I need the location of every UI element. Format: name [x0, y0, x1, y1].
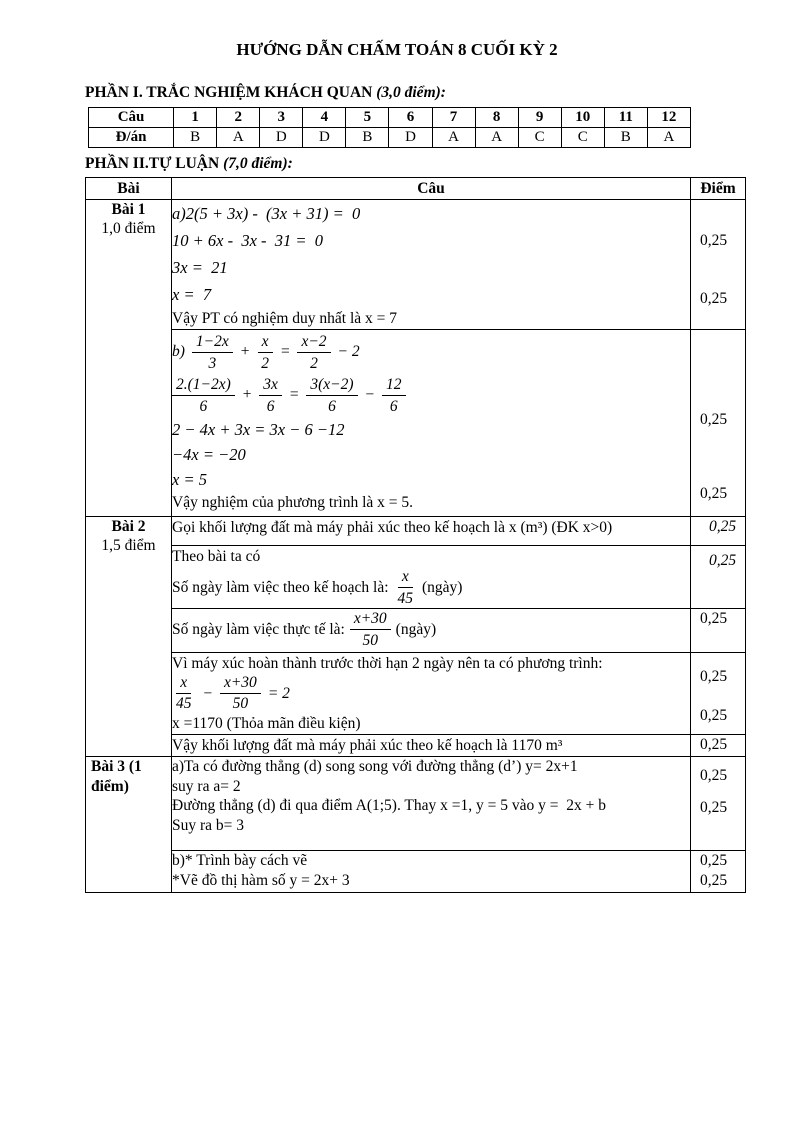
bai2-label: Bài 2: [111, 518, 146, 535]
bai2-setup-text: [172, 517, 691, 546]
equation-line: 2 − 4x + 3x = 3x − 6 −12: [172, 420, 345, 439]
answer-cell: A: [217, 128, 260, 148]
equation-line: x = 5: [172, 470, 207, 489]
answer-cell: A: [432, 128, 475, 148]
question-number: 1: [174, 108, 217, 128]
solution-line: Vì máy xúc hoàn thành trước thời hạn 2 ngày nên ta có phương trình:: [172, 655, 603, 672]
bai2-row4-points-cell: [691, 653, 746, 735]
point-value: 0,25: [700, 610, 728, 627]
essay-table-header-row: [86, 178, 746, 200]
bai2-row5: [86, 735, 746, 757]
conclusion-line: Vậy nghiệm của phương trình là x = 5.: [172, 494, 413, 511]
bai3-label: Bài 3 (1 điểm): [91, 758, 142, 795]
bai2-row1-points-cell: [691, 517, 746, 546]
bai1-part-b-points-cell: [691, 330, 746, 517]
solution-line: Suy ra b= 3: [172, 816, 245, 834]
answer-cell: D: [260, 128, 303, 148]
bai2-row3-points-cell: [691, 609, 746, 653]
question-number: 10: [561, 108, 604, 128]
point-value: 0,25: [700, 799, 728, 816]
point-value: 0,25: [700, 485, 728, 502]
bai2-plan-days: [172, 546, 691, 609]
column-header-bai: Bài: [86, 178, 172, 200]
bai2-row1: [86, 517, 746, 546]
bai2-points-label: 1,5 điểm: [101, 537, 156, 554]
bai3-part-a-row: [86, 757, 746, 851]
bai1-part-a-points-cell: [691, 200, 746, 330]
equation-line: 3x = 21: [172, 258, 228, 277]
bai3-label-cell: [86, 757, 172, 893]
answer-row-label: Đ/án: [89, 128, 174, 148]
answer-cell: D: [303, 128, 346, 148]
point-value: 0,25: [700, 290, 728, 307]
point-value: 0,25: [709, 552, 737, 569]
question-number: 3: [260, 108, 303, 128]
equation-line: b) $\frac{1-2x}{3}$ + $\frac{x}{2}$ = $\frac{x-2}{2}$ − 2: [172, 332, 360, 372]
bai2-row2: [86, 546, 746, 609]
bai2-label-cell: [86, 517, 172, 757]
question-number: 12: [647, 108, 690, 128]
conclusion-line: Vậy khối lượng đất mà máy phải xúc theo kế hoạch là 1170 m³: [172, 737, 563, 754]
question-number: 8: [475, 108, 518, 128]
point-value: 0,25: [700, 411, 728, 428]
bai2-conclusion: [172, 735, 691, 757]
bai2-actual-days: [172, 609, 691, 653]
answer-cell: B: [174, 128, 217, 148]
answer-key-table: [88, 107, 691, 148]
bai1-points-label: 1,0 điểm: [101, 220, 156, 237]
bai3-part-b-row: [86, 851, 746, 893]
part1-points-note: (3,0 điểm):: [376, 84, 446, 101]
bai3-part-a-points-cell: [691, 757, 746, 851]
point-value: 0,25: [700, 736, 728, 753]
equation-line: $\frac{x}{45}$ − $\frac{x+30}{50}$ = 2: [176, 674, 290, 712]
equation-line: a)2(5 + 3x) - (3x + 31) = 0: [172, 204, 361, 223]
part1-heading: [85, 84, 794, 102]
question-number: 5: [346, 108, 389, 128]
equation-line: −4x = −20: [172, 445, 246, 464]
question-number: 9: [518, 108, 561, 128]
answer-cell: A: [647, 128, 690, 148]
answer-cell: C: [518, 128, 561, 148]
bai3-part-b-points-cell: [691, 851, 746, 893]
question-number: 2: [217, 108, 260, 128]
page-title: HƯỚNG DẪN CHẤM TOÁN 8 CUỐI KỲ 2: [236, 40, 558, 59]
solution-line: suy ra a= 2: [172, 777, 241, 795]
equation-line: 10 + 6x - 3x - 31 = 0: [172, 231, 324, 250]
question-number: 11: [604, 108, 647, 128]
bai1-part-a-solution: [172, 200, 691, 330]
bai2-row3: [86, 609, 746, 653]
question-row-label: Câu: [89, 108, 174, 128]
part2-points-note: (7,0 điểm):: [223, 155, 293, 172]
part1-heading-text: PHẦN I. TRẮC NGHIỆM KHÁCH QUAN: [85, 84, 377, 101]
solution-line: x =1170 (Thỏa mãn điều kiện): [172, 715, 361, 732]
point-value: 0,25: [700, 668, 728, 685]
answer-row: [89, 128, 691, 148]
bai2-equation-block: [172, 653, 691, 735]
equation-line: x = 7: [172, 285, 212, 304]
solution-line: Đường thẳng (d) đi qua điểm A(1;5). Thay x =1, y = 5 vào y = 2x + b: [172, 797, 606, 814]
point-value: 0,25: [700, 767, 728, 784]
solution-line: a)Ta có đường thẳng (d) song song với đường thẳng (d’) y= 2x+1: [172, 758, 578, 775]
part2-heading: [85, 155, 794, 173]
question-number: 4: [303, 108, 346, 128]
bai2-row5-points-cell: [691, 735, 746, 757]
column-header-diem: Điểm: [691, 178, 746, 200]
question-number: 6: [389, 108, 432, 128]
question-number: 7: [432, 108, 475, 128]
question-number-row: [89, 108, 691, 128]
answer-cell: B: [346, 128, 389, 148]
point-value: 0,25: [700, 707, 728, 724]
equation-line: $\frac{2.(1-2x)}{6}$ + $\frac{3x}{6}$ = $\frac{3(x-2)}{6}$ − $\frac{12}{6}$: [172, 374, 690, 416]
point-value: 0,25: [700, 852, 728, 869]
bai1-label: Bài 1: [111, 201, 146, 218]
solution-line: b)* Trình bày cách vẽ: [172, 852, 308, 869]
bai2-row4: [86, 653, 746, 735]
solution-line: Gọi khối lượng đất mà máy phải xúc theo kế hoạch là x (m³) (ĐK x>0): [172, 519, 613, 536]
point-value: 0,25: [700, 232, 728, 249]
solution-line: *Vẽ đồ thị hàm số y = 2x+ 3: [172, 871, 350, 889]
equation-line: Số ngày làm việc theo kế hoạch là: $\frac{x}{45}$ (ngày): [172, 568, 463, 607]
bai3-part-b-solution: [172, 851, 691, 893]
point-value: 0,25: [709, 518, 737, 535]
bai1-part-a-row: [86, 200, 746, 330]
solution-line: Theo bài ta có: [172, 548, 261, 565]
answer-cell: C: [561, 128, 604, 148]
column-header-cau: Câu: [172, 178, 691, 200]
bai2-row2-points-cell: [691, 546, 746, 609]
bai1-label-cell: [86, 200, 172, 517]
answer-cell: B: [604, 128, 647, 148]
equation-line: Số ngày làm việc thực tế là: $\frac{x+30}{50}$ (ngày): [172, 610, 437, 649]
essay-grading-table: [85, 177, 746, 893]
conclusion-line: Vậy PT có nghiệm duy nhất là x = 7: [172, 310, 397, 327]
bai1-part-b-row: [86, 330, 746, 517]
part2-heading-text: PHẦN II.TỰ LUẬN: [85, 155, 224, 172]
answer-cell: A: [475, 128, 518, 148]
bai1-part-b-solution: [172, 330, 691, 517]
point-value: 0,25: [700, 872, 728, 889]
answer-cell: D: [389, 128, 432, 148]
bai3-part-a-solution: [172, 757, 691, 851]
